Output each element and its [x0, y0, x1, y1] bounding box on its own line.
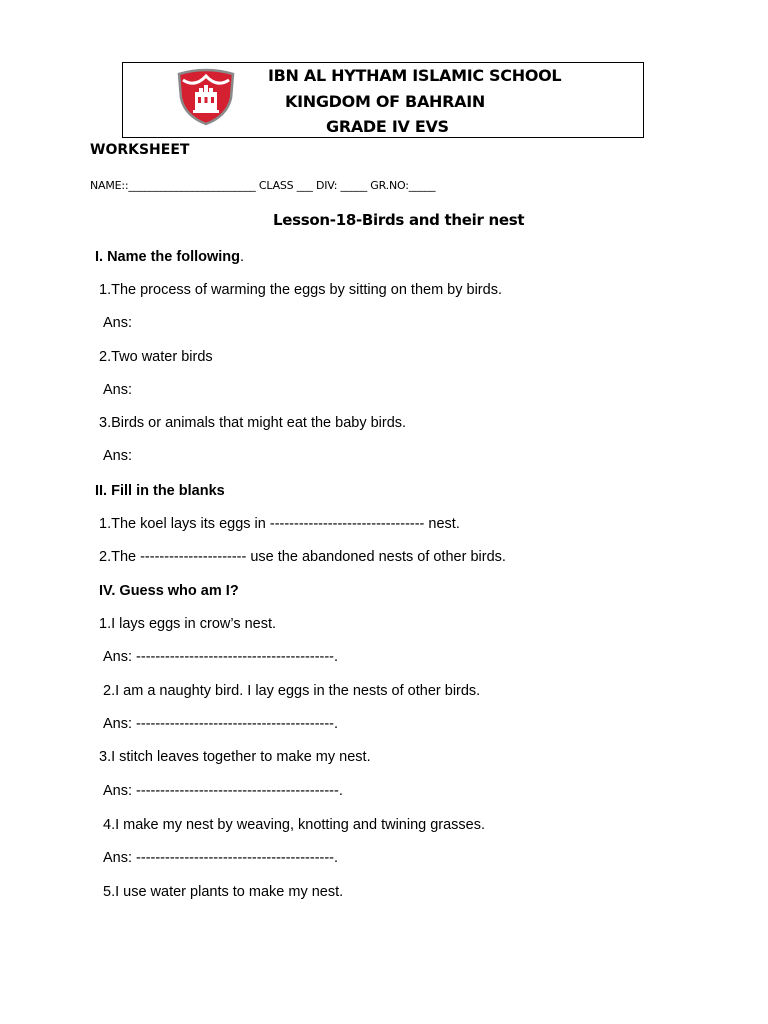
answer-1-1: Ans: — [103, 315, 133, 331]
blank-2-1: 1.The koel lays its eggs in -------------------------------- nest. — [99, 516, 460, 532]
section-3-heading: IV. Guess who am I? — [99, 583, 239, 599]
section-2-heading: II. Fill in the blanks — [95, 483, 225, 499]
student-info-line: NAME::________________________ CLASS ___ DIV: _____ GR.NO:_____ — [90, 179, 436, 192]
lesson-title: Lesson-18-Birds and their nest — [273, 211, 525, 229]
question-3-1: 1.I lays eggs in crow’s nest. — [99, 616, 277, 632]
answer-1-3: Ans: — [103, 448, 133, 464]
worksheet-label: WORKSHEET — [90, 142, 190, 158]
question-3-4: 4.I make my nest by weaving, knotting and twining grasses. — [103, 817, 486, 833]
school-crest-logo — [175, 68, 237, 126]
answer-3-1: Ans: -----------------------------------------. — [103, 649, 339, 665]
question-3-5: 5.I use water plants to make my nest. — [103, 884, 344, 900]
section-1-heading: I. Name the following. — [95, 249, 245, 265]
question-1-3: 3.Birds or animals that might eat the baby birds. — [99, 415, 407, 431]
country-name: KINGDOM OF BAHRAIN — [285, 92, 485, 111]
blank-2-2: 2.The ---------------------- use the abandoned nests of other birds. — [99, 549, 506, 565]
question-3-3: 3.I stitch leaves together to make my nest. — [99, 749, 371, 765]
question-1-2: 2.Two water birds — [99, 349, 213, 365]
answer-1-2: Ans: — [103, 382, 133, 398]
answer-3-3: Ans: ------------------------------------------. — [103, 783, 343, 799]
school-name: IBN AL HYTHAM ISLAMIC SCHOOL — [268, 66, 562, 85]
answer-3-2: Ans: -----------------------------------------. — [103, 716, 339, 732]
question-1-1: 1.The process of warming the eggs by sitting on them by birds. — [99, 282, 502, 298]
answer-3-4: Ans: -----------------------------------------. — [103, 850, 339, 866]
question-3-2: 2.I am a naughty bird. I lay eggs in the nests of other birds. — [103, 683, 481, 699]
grade-subject: GRADE IV EVS — [326, 117, 449, 136]
